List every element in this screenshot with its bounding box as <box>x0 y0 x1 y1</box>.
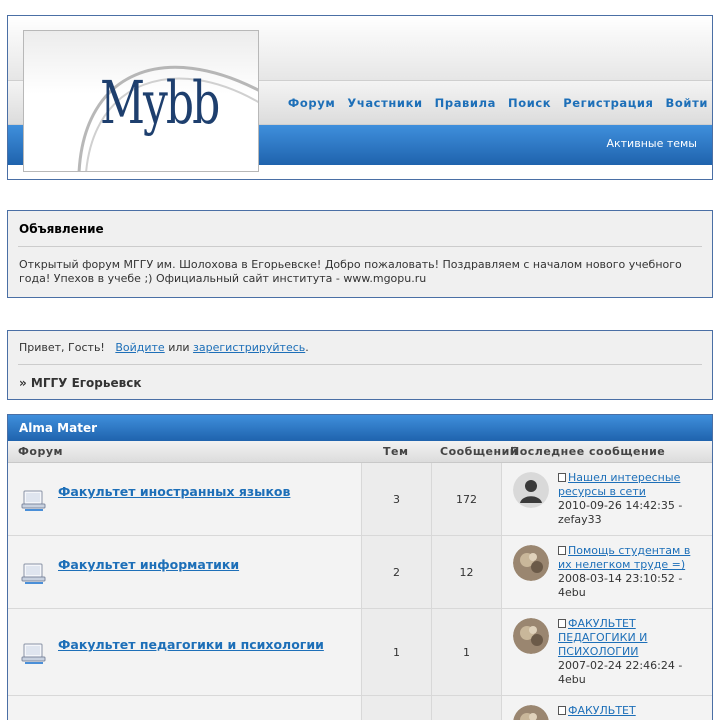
column-forum: Форум <box>18 445 64 458</box>
default-avatar-icon[interactable] <box>513 472 549 508</box>
welcome-line <box>19 341 309 354</box>
divider <box>18 364 702 365</box>
post-icon <box>558 706 566 715</box>
welcome-box <box>7 330 713 400</box>
last-post-link[interactable]: ФАКУЛЬТЕТ ПЕДАГОГИКИ И ПСИХОЛОГИИ <box>558 617 648 658</box>
forum-icon <box>20 641 48 665</box>
forum-name-link[interactable]: Факультет педагогики и психологии <box>58 637 324 652</box>
post-icon <box>558 619 566 628</box>
last-post-info <box>558 471 703 527</box>
last-post-link[interactable]: ФАКУЛЬТЕТ <box>568 704 636 717</box>
divider <box>18 246 702 247</box>
breadcrumb[interactable]: » МГГУ Егорьевск <box>19 376 142 390</box>
forum-rows <box>8 463 712 720</box>
posts-count: 12 <box>459 566 474 579</box>
last-post-info <box>558 544 703 600</box>
site-logo[interactable] <box>23 30 259 172</box>
announcement-box <box>7 210 713 298</box>
column-header-row <box>8 441 712 463</box>
threads-count: 2 <box>393 566 400 579</box>
threads-count: 1 <box>393 646 400 659</box>
announcement-title: Объявление <box>19 222 104 236</box>
forum-icon <box>20 488 48 512</box>
active-topics-link[interactable]: Активные темы <box>606 137 697 150</box>
logo-text: Mybb <box>100 69 219 138</box>
column-posts: Сообщений <box>440 445 519 458</box>
last-post-cell <box>503 463 708 535</box>
forum-category-table <box>7 414 713 720</box>
menu-item-search[interactable]: Поиск <box>507 96 552 110</box>
forum-row <box>8 609 712 696</box>
user-avatar[interactable] <box>513 545 549 581</box>
menu-item-register[interactable]: Регистрация <box>563 96 654 110</box>
post-icon <box>558 546 566 555</box>
posts-count: 1 <box>463 646 470 659</box>
menu-item-members[interactable]: Участники <box>347 96 423 110</box>
greeting-text: Привет, Гость! <box>19 341 105 354</box>
last-post-cell <box>503 536 708 608</box>
threads-cell <box>361 609 432 695</box>
last-post-cell <box>503 696 708 720</box>
user-avatar[interactable] <box>513 618 549 654</box>
announcement-text: Открытый форум МГГУ им. Шолохова в Егорьевске! Добро пожаловать! Поздравляем с началом нового учебного года! Упехов в учебе ;) Официальный сайт института - www.mgopu.ru <box>19 258 682 285</box>
last-post-meta: 2008-03-14 23:10:52 - 4ebu <box>558 572 683 599</box>
site-header <box>7 15 713 180</box>
last-post-info <box>558 704 703 718</box>
last-post-meta: 2007-02-24 22:46:24 - 4ebu <box>558 659 683 686</box>
forum-row <box>8 696 712 720</box>
forum-name-link[interactable]: Факультет иностранных языков <box>58 484 291 499</box>
forum-row <box>8 463 712 536</box>
forum-row <box>8 536 712 609</box>
last-post-meta: 2010-09-26 14:42:35 - zefay33 <box>558 499 683 526</box>
or-text: или <box>168 341 190 354</box>
post-icon <box>558 473 566 482</box>
menu-item-rules[interactable]: Правила <box>434 96 496 110</box>
posts-cell <box>432 696 502 720</box>
menu-item-login[interactable]: Войти <box>665 96 708 110</box>
main-menu <box>288 96 708 110</box>
posts-cell <box>432 609 502 695</box>
last-post-info <box>558 617 703 687</box>
forum-name-link[interactable]: Факультет информатики <box>58 557 240 572</box>
register-link[interactable]: зарегистрируйтесь <box>193 341 306 354</box>
menu-item-forum[interactable]: Форум <box>287 96 336 110</box>
column-threads: Тем <box>383 445 409 458</box>
column-last-post: Последнее сообщение <box>510 445 666 458</box>
last-post-link[interactable]: Помощь студентам в их нелегком труде =) <box>558 544 691 571</box>
last-post-cell <box>503 609 708 695</box>
threads-cell <box>361 536 432 608</box>
forum-icon <box>20 561 48 585</box>
period-text: . <box>305 341 309 354</box>
last-post-link[interactable]: Нашел интересные ресурсы в сети <box>558 471 681 498</box>
posts-cell <box>432 536 502 608</box>
threads-cell <box>361 463 432 535</box>
posts-cell <box>432 463 502 535</box>
threads-count: 3 <box>393 493 400 506</box>
user-avatar[interactable] <box>513 705 549 720</box>
login-link[interactable]: Войдите <box>115 341 165 354</box>
posts-count: 172 <box>456 493 477 506</box>
category-title[interactable]: Alma Mater <box>8 415 712 441</box>
threads-cell <box>361 696 432 720</box>
